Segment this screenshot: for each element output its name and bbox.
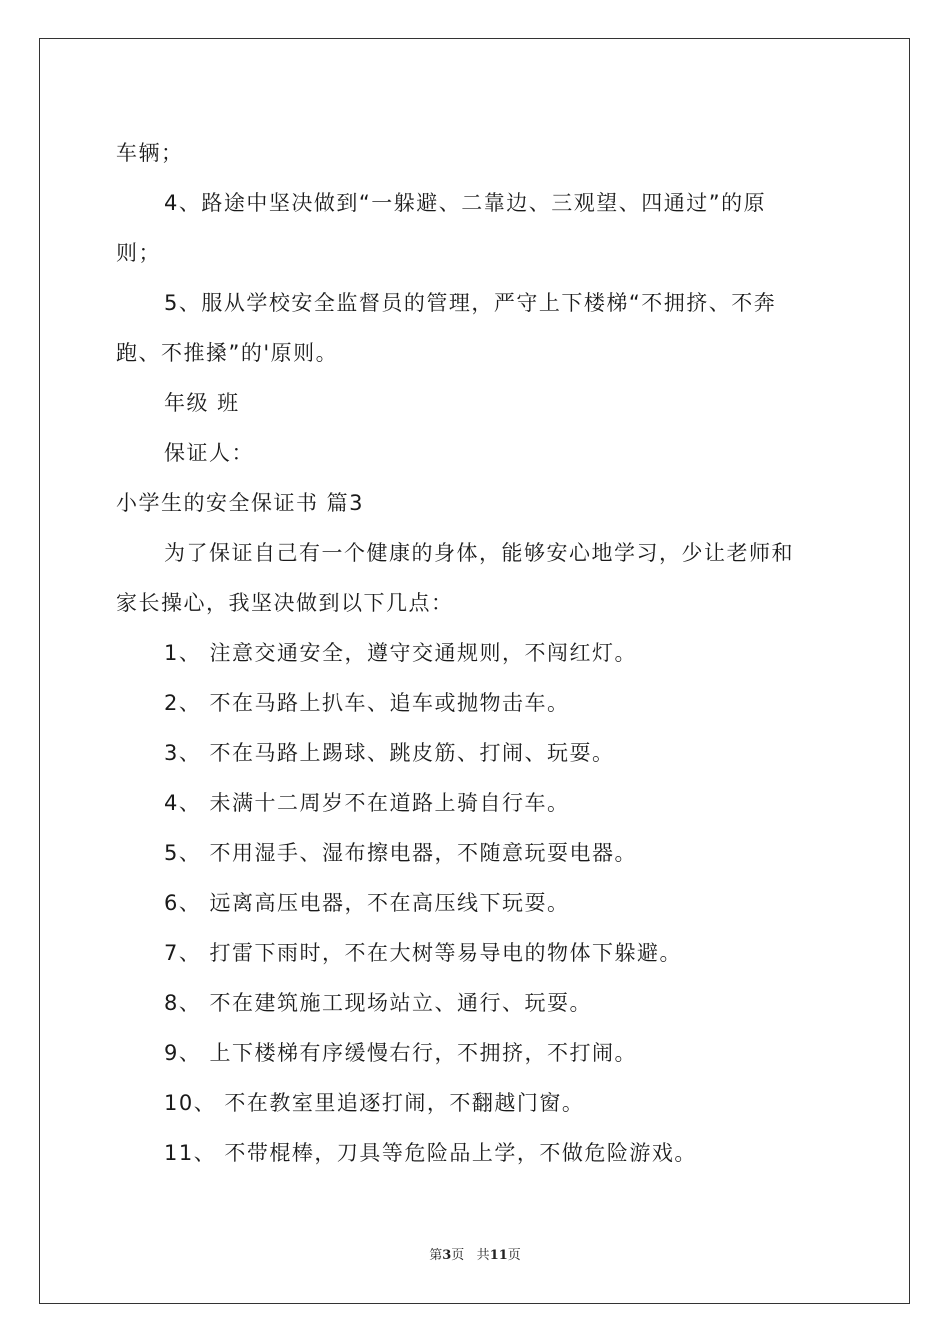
current-page-number: 3 bbox=[442, 1248, 452, 1263]
text-line: 为了保证自己有一个健康的身体，能够安心地学习，少让老师和 bbox=[164, 541, 794, 565]
text-line: 车辆； bbox=[116, 141, 184, 165]
document-body bbox=[116, 128, 836, 1178]
list-item: 11、 不带棍棒，刀具等危险品上学，不做危险游戏。 bbox=[164, 1141, 697, 1165]
list-item: 3、 不在马路上踢球、跳皮筋、打闹、玩耍。 bbox=[164, 741, 615, 765]
section-title: 小学生的安全保证书 篇3 bbox=[116, 491, 365, 515]
grade-class-line: 年级 班 bbox=[164, 391, 240, 415]
list-item: 5、 不用湿手、湿布擦电器，不随意玩耍电器。 bbox=[164, 841, 638, 865]
list-item: 7、 打雷下雨时，不在大树等易导电的物体下躲避。 bbox=[164, 941, 683, 965]
footer-total-label: 页 bbox=[507, 1248, 521, 1263]
total-pages-number: 11 bbox=[489, 1248, 508, 1263]
text-line: 5、服从学校安全监督员的管理，严守上下楼梯“不拥挤、不奔 bbox=[164, 291, 777, 315]
text-line: 4、路途中坚决做到“一躲避、二靠边、三观望、四通过”的原 bbox=[164, 191, 767, 215]
list-item: 10、 不在教室里追逐打闹，不翻越门窗。 bbox=[164, 1091, 585, 1115]
text-line: 则； bbox=[116, 241, 161, 265]
list-item: 9、 上下楼梯有序缓慢右行，不拥挤，不打闹。 bbox=[164, 1041, 638, 1065]
list-item: 1、 注意交通安全，遵守交通规则，不闯红灯。 bbox=[164, 641, 638, 665]
footer-page-label: 页 bbox=[451, 1248, 465, 1263]
list-item: 6、 远离高压电器，不在高压线下玩耍。 bbox=[164, 891, 570, 915]
footer-total-prefix: 共 bbox=[476, 1248, 490, 1263]
list-item: 8、 不在建筑施工现场站立、通行、玩耍。 bbox=[164, 991, 593, 1015]
text-line: 跑、不推搡”的'原则。 bbox=[116, 341, 339, 365]
guarantor-line: 保证人： bbox=[164, 441, 254, 465]
footer-prefix: 第 bbox=[429, 1248, 443, 1263]
page-footer bbox=[0, 1244, 950, 1263]
text-line: 家长操心，我坚决做到以下几点： bbox=[116, 591, 454, 615]
list-item: 2、 不在马路上扒车、追车或抛物击车。 bbox=[164, 691, 570, 715]
list-item: 4、 未满十二周岁不在道路上骑自行车。 bbox=[164, 791, 570, 815]
